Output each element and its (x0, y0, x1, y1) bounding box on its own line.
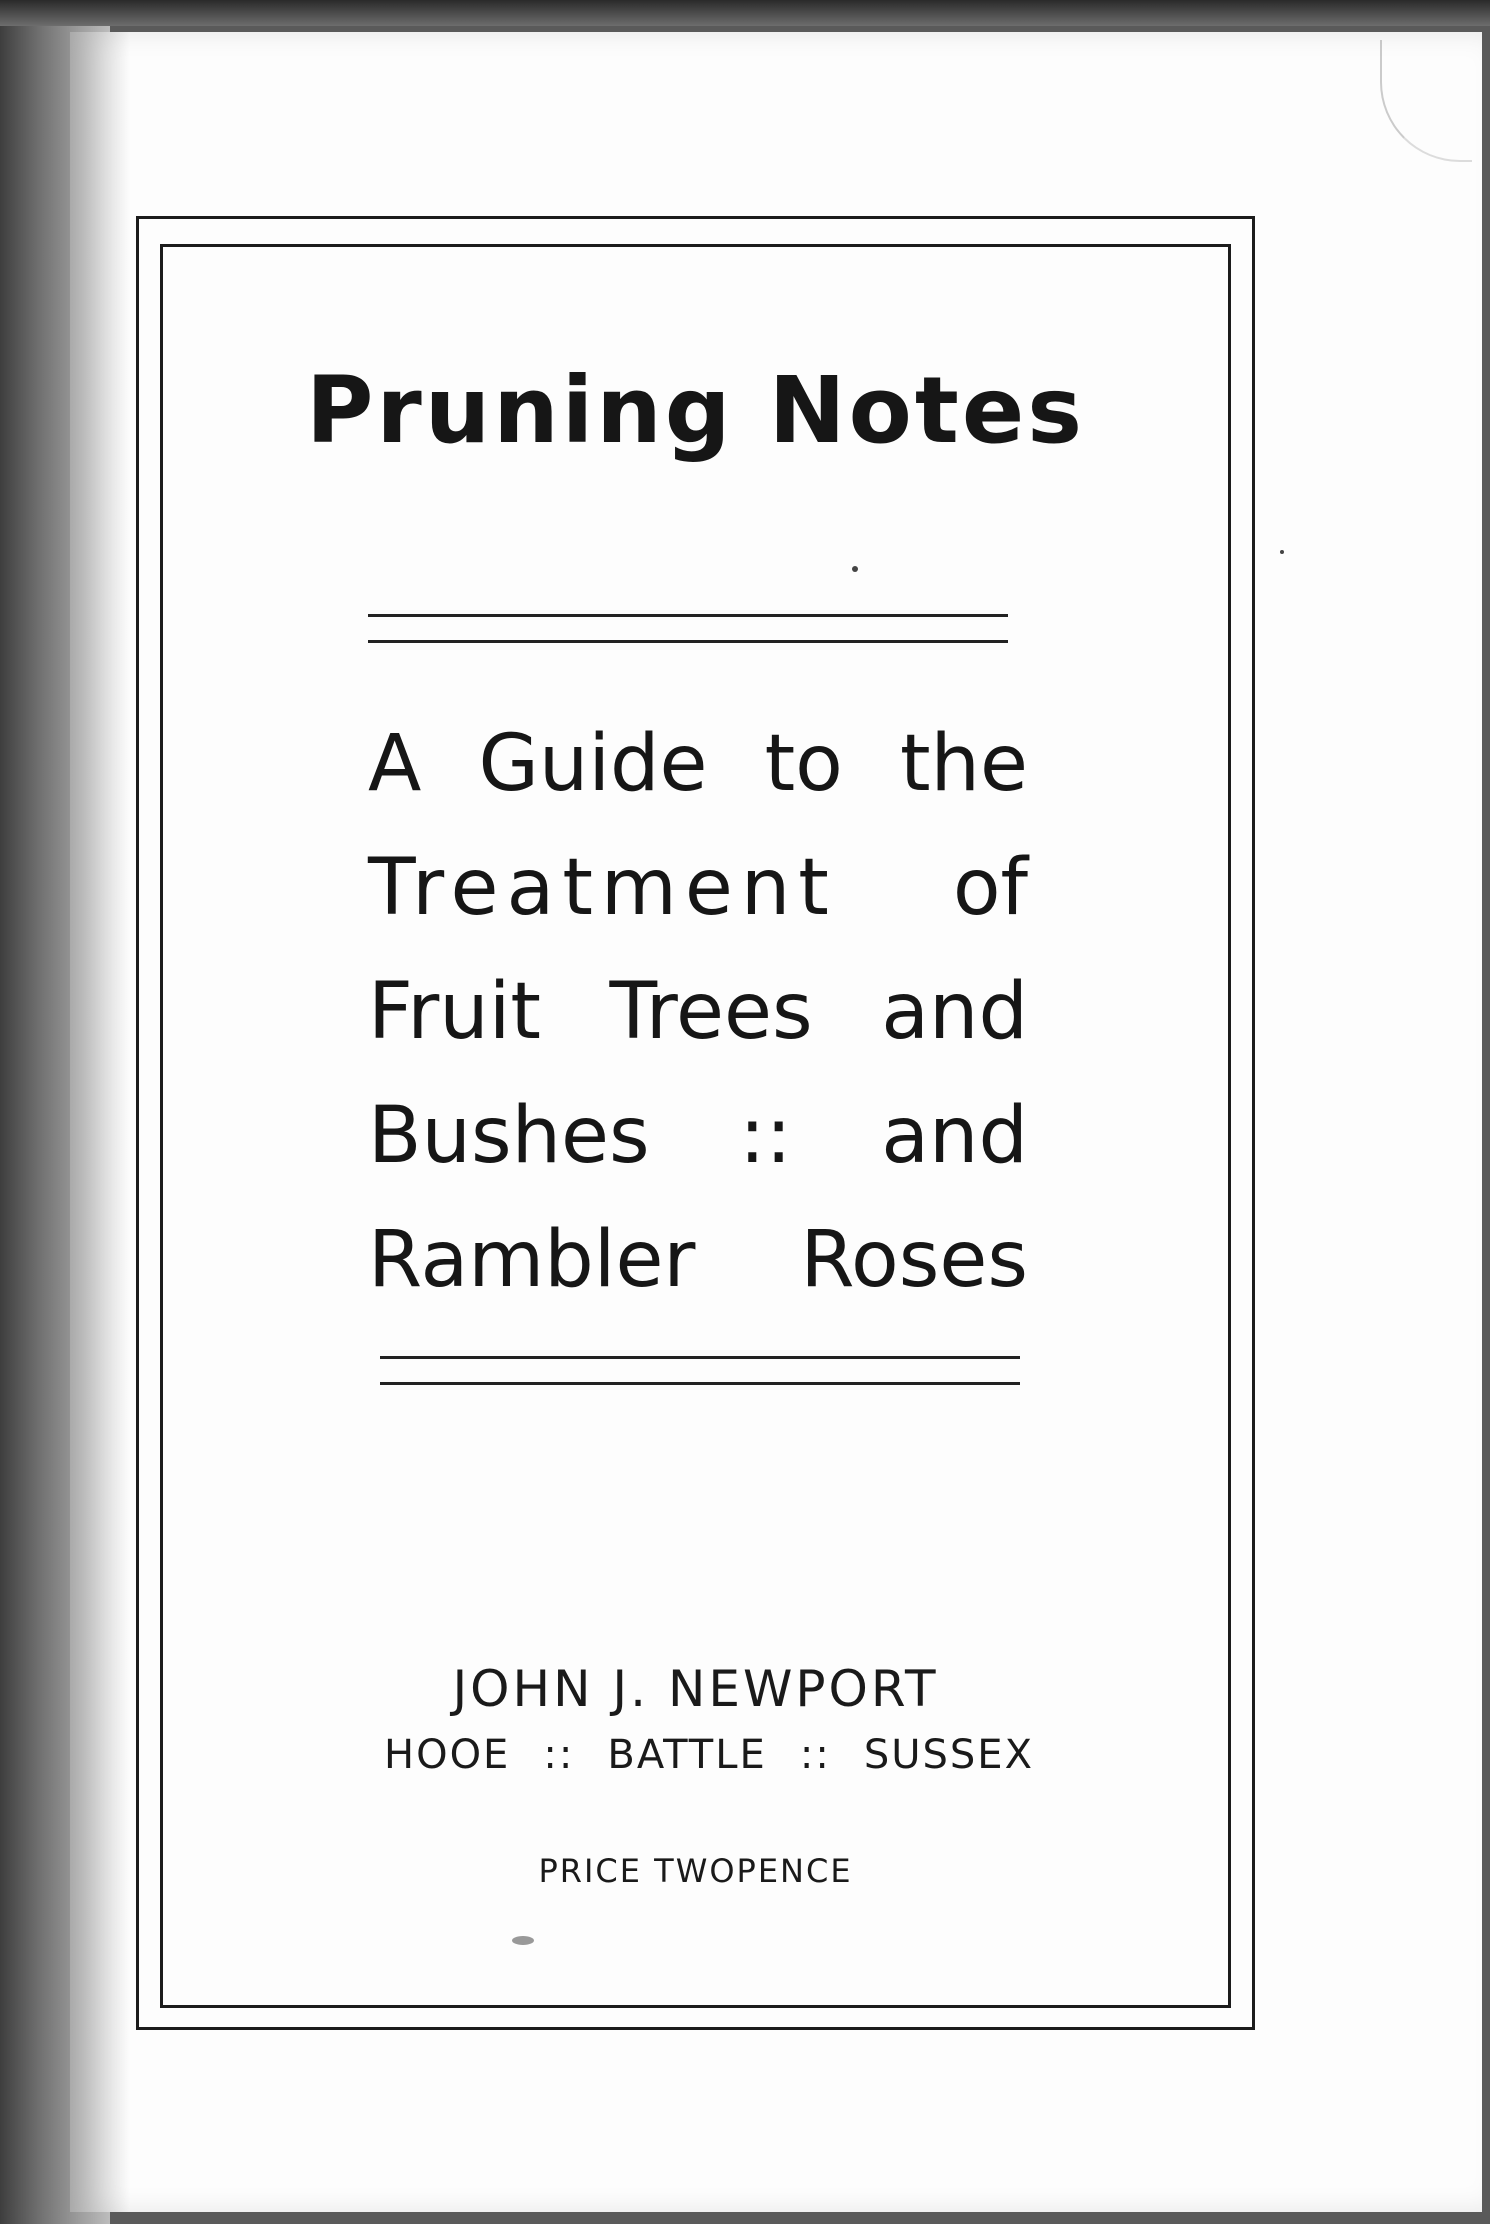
scan-background-top (0, 0, 1490, 26)
subtitle-line-3 (368, 950, 1028, 1074)
subtitle-word: and (881, 967, 1028, 1057)
author-address (384, 1732, 1034, 1778)
subtitle-word: Trees (609, 967, 813, 1057)
subtitle-line-5 (368, 1198, 1028, 1322)
divider-rule-bottom-1 (380, 1356, 1020, 1359)
subtitle-word: Treatment (368, 843, 837, 933)
subtitle-line-2 (368, 826, 1028, 950)
price-label: PRICE TWOPENCE (538, 1852, 853, 1890)
paper-speck (852, 566, 858, 572)
divider-rule-top-1 (368, 614, 1008, 617)
divider-rule-bottom-2 (380, 1382, 1020, 1385)
subtitle-word: Guide (478, 719, 708, 809)
cover-subtitle (368, 702, 1028, 1322)
subtitle-word: of (952, 843, 1028, 933)
subtitle-word: Rambler (368, 1215, 696, 1305)
address-part: SUSSEX (863, 1732, 1034, 1778)
subtitle-word: Bushes (368, 1091, 650, 1181)
subtitle-word: A (368, 719, 422, 809)
address-separator: :: (543, 1732, 575, 1778)
author-name: JOHN J. NEWPORT (452, 1660, 939, 1718)
subtitle-line-1 (368, 702, 1028, 826)
page-shadow-edge (70, 32, 130, 2212)
subtitle-word: and (881, 1091, 1028, 1181)
subtitle-word: Fruit (368, 967, 541, 1057)
address-separator: :: (799, 1732, 831, 1778)
address-part: HOOE (384, 1732, 511, 1778)
address-part: BATTLE (607, 1732, 767, 1778)
divider-rule-top-2 (368, 640, 1008, 643)
paper-speck (1280, 550, 1284, 554)
cover-title: Pruning Notes (305, 357, 1086, 464)
subtitle-line-4 (368, 1074, 1028, 1198)
subtitle-word: Roses (800, 1215, 1028, 1305)
subtitle-word: to (764, 719, 843, 809)
paper-speck (512, 1936, 534, 1945)
subtitle-word: :: (739, 1091, 792, 1181)
subtitle-word: the (899, 719, 1028, 809)
